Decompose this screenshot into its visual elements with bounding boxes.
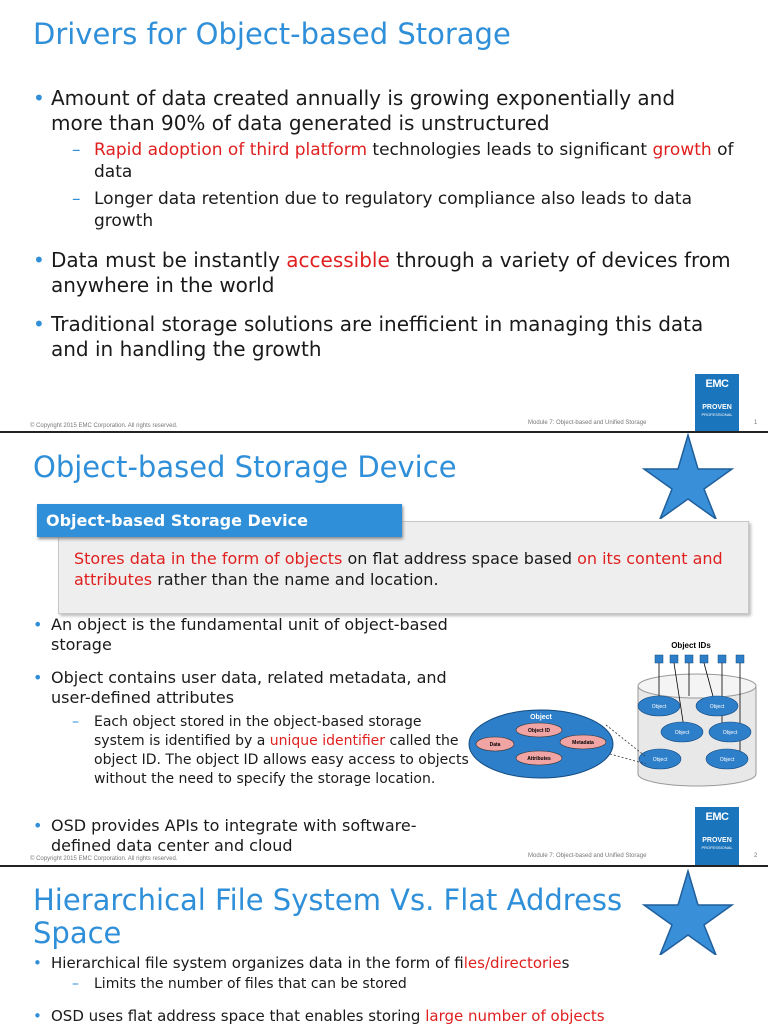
sub-bullet: – Rapid adoption of third platform technologies leads to significant growth of data [72, 140, 734, 182]
slide-title: Object-based Storage Device [33, 450, 457, 484]
bullet: • Hierarchical file system organizes data in the form of files/directories [33, 954, 570, 972]
object-ids-label: Object IDs [671, 641, 711, 650]
module-label: Module 7: Object-based and Unified Storage [528, 853, 647, 859]
bullet: • Amount of data created annually is growing exponentially and more than 90% of data generated is unstructured [33, 86, 676, 135]
object-id-squares [655, 655, 744, 663]
star-icon [636, 433, 740, 519]
bullet: • OSD provides APIs to integrate with software-defined data center and cloud [33, 816, 417, 855]
star-icon [636, 869, 740, 955]
slide-title: Drivers for Object-based Storage [33, 17, 511, 51]
svg-text:Object: Object [722, 730, 738, 736]
sub-bullet: – Limits the number of files that can be stored [72, 976, 407, 992]
svg-text:Object: Object [719, 757, 735, 763]
svg-text:Attributes: Attributes [527, 756, 551, 762]
svg-text:Object: Object [709, 704, 725, 710]
module-label: Module 7: Object-based and Unified Storage [528, 420, 647, 426]
slide-1 [0, 0, 768, 432]
slide-3 [0, 867, 768, 1024]
svg-text:Metadata: Metadata [572, 740, 594, 746]
bullet: • Data must be instantly accessible through a variety of devices from anywhere in the world [33, 248, 731, 297]
svg-text:Object: Object [530, 714, 552, 721]
svg-text:Object: Object [652, 757, 668, 763]
sub-bullet: – Each object stored in the object-based storage system is identified by a unique identifier called the object ID. The object ID allows easy access to objects without the need to specify the storage location. [72, 714, 469, 787]
definition-header: Object-based Storage Device [37, 504, 402, 537]
bullet: • An object is the fundamental unit of object-based storage [33, 615, 448, 654]
svg-text:Object: Object [674, 730, 690, 736]
object-storage-diagram [468, 636, 758, 788]
copyright: © Copyright 2015 EMC Corporation. All rights reserved. [30, 423, 178, 429]
bullet: • OSD uses flat address space that enables storing large number of objects [33, 1007, 605, 1024]
copyright: © Copyright 2015 EMC Corporation. All rights reserved. [30, 856, 178, 862]
emc-proven-logo: EMC PROVEN PROFESSIONAL [695, 374, 739, 432]
slide-title: Hierarchical File System Vs. Flat Address Space [33, 883, 623, 950]
page-number: 2 [754, 853, 758, 859]
sub-bullet: – Longer data retention due to regulatory compliance also leads to data growth [72, 189, 692, 231]
bullet: • Object contains user data, related metadata, and user-defined attributes [33, 668, 447, 707]
svg-text:Object: Object [651, 704, 667, 710]
definition-text: Stores data in the form of objects on flat address space based on its content and attributes rather than the name and location. [74, 549, 723, 589]
page-number: 1 [754, 420, 758, 426]
emc-proven-logo: EMC PROVEN PROFESSIONAL [695, 807, 739, 865]
bullet: • Traditional storage solutions are inefficient in managing this data and in handling the growth [33, 312, 704, 361]
svg-text:Data: Data [489, 742, 501, 748]
svg-text:Object ID: Object ID [528, 728, 550, 734]
